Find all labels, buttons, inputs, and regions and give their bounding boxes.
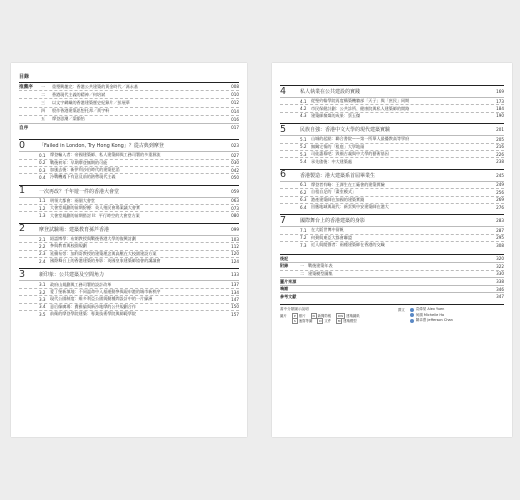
section-number: 4.1 <box>300 98 307 104</box>
legend-code-box: DW <box>337 313 344 318</box>
front-matter-item[interactable] <box>19 90 239 98</box>
chapter-number: 4 <box>280 85 287 97</box>
chapter-number: 3 <box>19 268 26 280</box>
section-title: 自租自足的「畫室模式」 <box>311 189 357 195</box>
section-title: 國際舞台上的香港建築的身影：英國皇家建築師協會的講議會 <box>50 258 161 264</box>
section-title: 延續布勞：加利哥教授的建築理念與高壓在大校園建設方案 <box>50 250 157 256</box>
page-number: 124 <box>231 258 239 264</box>
page-number: 157 <box>231 311 239 317</box>
section-item[interactable] <box>19 235 239 242</box>
page-number: 137 <box>231 282 239 288</box>
page-number: 184 <box>496 106 504 112</box>
section-title: 冷戰機遇下有意及前的熱帶現代主義 <box>50 174 116 180</box>
chapter-title: 香港製造：港大建築系首屆畢業生 <box>300 172 376 179</box>
front-matter-label: 推薦序 <box>19 84 33 90</box>
page-number: 016 <box>231 116 239 122</box>
section-number: 4.3 <box>300 113 307 119</box>
front-matter-title: 殷作香港建築思想托邦／黃宇軒 <box>52 108 110 114</box>
page-number: 322 <box>496 263 504 269</box>
legend-person-2: 陳卓熹 Jefferson Chan <box>415 318 453 323</box>
legend-code-text: 新聞剪報 <box>317 313 332 318</box>
page-number: 010 <box>231 92 239 98</box>
section-title: 戰後初年：早期摩登無期的可能 <box>50 159 108 165</box>
chapter-title: 「Failed in London, Try Hong Kong」？從古典到摩登 <box>39 143 164 150</box>
page-number: 099 <box>231 226 239 232</box>
page-number: 256 <box>496 189 504 195</box>
chapter-block <box>280 85 504 119</box>
section-title: 政府山規劃與工務司署的設計改革 <box>50 281 112 287</box>
section-item[interactable] <box>280 181 504 188</box>
section-item[interactable] <box>19 197 239 204</box>
toc-left-page <box>11 63 247 437</box>
section-item[interactable] <box>19 204 239 211</box>
page-number: 287 <box>496 227 504 233</box>
page-number: 059 <box>231 188 239 194</box>
page-number: 134 <box>231 289 239 295</box>
back-matter-item[interactable] <box>280 277 504 285</box>
page-number: 023 <box>231 143 239 149</box>
front-matter-item[interactable] <box>19 115 239 123</box>
section-item[interactable] <box>19 151 239 158</box>
left-chapter-list <box>19 139 239 317</box>
chapter-title: 一次再改？千年遊一件的香港大會堂 <box>39 188 120 195</box>
section-item[interactable] <box>19 242 239 249</box>
chapter-title: 民族自強：香港中文大學的現代建築實驗 <box>300 127 391 134</box>
section-number: 5.3 <box>300 151 307 157</box>
section-title: 前衛的摩登學院建築：專業技術學院與師範學院 <box>50 311 136 317</box>
legend-code-text: 速寫等圖 <box>298 319 313 324</box>
section-item[interactable] <box>19 166 239 173</box>
front-matter-mark: 五 <box>41 116 46 122</box>
section-title: 建築師黎煒的成果：蔡玉傑 <box>311 112 361 118</box>
front-matter-list <box>19 82 239 131</box>
front-matter-item[interactable] <box>19 98 239 106</box>
page-number: 112 <box>231 243 239 249</box>
legend-box <box>280 304 504 324</box>
back-matter-item[interactable] <box>280 292 504 300</box>
section-number: 5.4 <box>300 159 307 165</box>
section-item[interactable] <box>280 188 504 195</box>
section-number: 1.2 <box>39 205 46 211</box>
front-matter-mark: 三 <box>41 99 46 105</box>
back-matter-mark: 二 <box>300 270 305 276</box>
page-number: 147 <box>231 296 239 302</box>
legend-people-label: 撰文 <box>398 308 405 313</box>
section-item[interactable] <box>280 196 504 203</box>
page-number: 073 <box>231 205 239 211</box>
section-number: 4.2 <box>300 106 307 112</box>
section-title: 現代公園制度：維多利亞公園與動種問設計中的一片綠洲 <box>50 296 153 302</box>
section-item[interactable] <box>280 226 504 233</box>
legend-code-text: 照片 <box>298 313 306 318</box>
page-number: 030 <box>231 160 239 166</box>
back-matter-item[interactable] <box>280 270 504 278</box>
chapter-heading[interactable] <box>19 139 239 151</box>
toc-right-page <box>272 63 512 437</box>
section-title: 從聖約翰學院再度構築機牆部「天子」與「庶民」同期 <box>311 98 410 104</box>
chapter-block <box>19 185 239 219</box>
section-item[interactable] <box>280 143 504 150</box>
page-number: 330 <box>496 271 504 277</box>
section-item[interactable] <box>280 150 504 157</box>
front-matter-item[interactable] <box>19 107 239 115</box>
section-item[interactable] <box>280 157 504 164</box>
legend-code-box: S <box>292 318 298 324</box>
page-number: 012 <box>231 100 239 106</box>
section-item[interactable] <box>19 288 239 295</box>
section-title: 摩登輸入者：帝國建築師、私人建築師與工務司署的多重源流 <box>50 152 161 158</box>
section-item[interactable] <box>280 104 504 111</box>
chapter-block <box>19 223 239 265</box>
section-item[interactable] <box>19 257 239 264</box>
legend-people-row <box>398 318 504 324</box>
front-matter-title: 摩登思潮／梁韻怡 <box>52 116 85 122</box>
front-matter-title: 重塑興趣完：香港公共建築的黃金時代／馮永基 <box>52 83 138 89</box>
section-title: 參與教育與校園規劃 <box>50 243 87 249</box>
page-number: 050 <box>231 174 239 180</box>
page-number: 320 <box>496 256 504 262</box>
section-number: 7.3 <box>300 242 307 248</box>
person-avatar-icon <box>410 313 414 317</box>
legend-code-text: 文件 <box>324 319 332 324</box>
page-number: 017 <box>231 125 239 131</box>
page-number: 173 <box>496 98 504 104</box>
section-item[interactable] <box>19 173 239 180</box>
section-number: 7.1 <box>300 227 307 233</box>
page-number: 008 <box>231 84 239 90</box>
front-matter-item[interactable] <box>19 83 239 90</box>
chapter-block <box>280 214 504 248</box>
chapter-heading[interactable] <box>19 223 239 235</box>
front-matter-title: 以文字網織的香港建築歷史紀錄片／彭展華 <box>52 99 130 105</box>
section-title: 大會堂規劃的前期紛擾：英人殖民會場案議大會實 <box>50 205 141 211</box>
front-matter-mark: 二 <box>41 91 46 97</box>
chapter-title: 國際舞台上的香港建築的身影 <box>300 218 366 225</box>
section-number: 0.2 <box>39 160 46 166</box>
section-number: 6.4 <box>300 204 307 210</box>
section-number: 3.3 <box>39 296 46 302</box>
section-number: 1.3 <box>39 213 46 219</box>
legend-code-box: D <box>319 319 322 324</box>
section-item[interactable] <box>19 250 239 257</box>
page-number: 169 <box>496 89 504 94</box>
legend-codes <box>280 307 398 324</box>
chapter-heading[interactable] <box>280 169 504 181</box>
toc-heading: 目錄 <box>19 74 30 80</box>
chapter-heading[interactable] <box>280 123 504 135</box>
legend-code-box: P <box>292 313 298 319</box>
legend-code-box: N <box>312 313 315 318</box>
chapter-title: 新印象：公共建築及空間角力 <box>39 272 105 279</box>
chapter-block <box>19 268 239 317</box>
legend-person-1: 何韻 Michelle Ho <box>415 312 445 317</box>
section-number: 0.1 <box>39 152 46 158</box>
page-number: 027 <box>231 152 239 158</box>
page-number: 103 <box>231 236 239 242</box>
chapter-title: 摩登試驗場：建築教育孫芦香港 <box>39 226 110 233</box>
section-number: 2.3 <box>39 251 46 257</box>
section-number: 6.1 <box>300 182 307 188</box>
page-number: 245 <box>496 172 504 178</box>
page-number: 249 <box>496 182 504 188</box>
section-title: 市民保健計劃：公共診所、健康院與私人建築師的開路 <box>311 105 410 111</box>
chapter-heading[interactable] <box>19 268 239 280</box>
back-matter-item[interactable] <box>280 262 504 270</box>
chapter-block <box>280 169 504 211</box>
back-matter-title: 建築模型圖集 <box>308 270 333 276</box>
page-number: 120 <box>231 251 239 257</box>
page-number: 308 <box>496 242 504 248</box>
section-title: 何弼與東亞大都會聯盟 <box>311 234 352 240</box>
page-number: 276 <box>496 204 504 210</box>
section-title: 明領大都會：兩個大會堂 <box>50 197 96 203</box>
chapter-block <box>19 139 239 181</box>
section-item[interactable] <box>280 112 504 119</box>
section-title: 意后像廣場：費雅倫與新沙地摩的公共規劃合作 <box>50 303 136 309</box>
back-matter-label: 參考文獻 <box>280 293 297 299</box>
page-number: 238 <box>496 159 504 165</box>
legend-code-text: 建築圖紙 <box>346 313 360 318</box>
page-number: 347 <box>496 294 504 300</box>
section-number: 3.5 <box>39 311 46 317</box>
section-title: 無關宅情的「租庭」大學地頭 <box>311 143 365 149</box>
section-item[interactable] <box>19 211 239 218</box>
page-number: 150 <box>231 304 239 310</box>
section-number: 3.1 <box>39 282 46 288</box>
section-title: 加風去後：新伊利沙伯時代的建築犯滔 <box>50 167 120 173</box>
section-number: 5.2 <box>300 144 307 150</box>
section-title: 大會堂規劃的前期搭討 II：平行時空的大會堂方案 <box>50 212 140 218</box>
section-number: 0.3 <box>39 167 46 173</box>
back-matter-list <box>280 254 504 300</box>
section-title: 近人與閱聲者：兩種建築師在香港的交織 <box>311 242 385 248</box>
back-matter-label: 鳴謝 <box>280 286 289 292</box>
section-item[interactable] <box>280 135 504 142</box>
page-number: 080 <box>231 213 239 219</box>
chapter-heading[interactable] <box>280 214 504 226</box>
legend-people <box>398 307 504 324</box>
section-number: 1.1 <box>39 198 46 204</box>
section-title: 摩登者有略：王澤生在工廠會的建築實驗 <box>311 181 385 187</box>
section-number: 5.1 <box>300 136 307 142</box>
section-title: 山城的起點：聯合書院——第一所華人最優教高等學府 <box>311 136 410 142</box>
person-avatar-icon <box>410 308 414 312</box>
chapter-number: 1 <box>19 185 26 197</box>
section-number: 2.1 <box>39 236 46 242</box>
section-item[interactable] <box>280 234 504 241</box>
section-number: 2.2 <box>39 243 46 249</box>
section-title: 回應地域與現代：新雲獎中安建築師在港大 <box>311 204 389 210</box>
page-number: 133 <box>231 272 239 278</box>
section-item[interactable] <box>19 310 239 317</box>
chapter-heading[interactable] <box>280 85 504 97</box>
section-title: 愛丁堡新填地：不同溫命中入基運動參與現申港的城市新秩序 <box>50 289 161 294</box>
section-item[interactable] <box>19 295 239 302</box>
section-title: 承先啟後：中大建築處 <box>311 158 352 164</box>
person-avatar-icon <box>410 319 414 323</box>
back-matter-item[interactable] <box>280 255 504 262</box>
back-matter-title: 戰後建築年表 <box>308 263 333 269</box>
front-matter-mark: 四 <box>41 108 46 114</box>
back-matter-label: 圖片來源 <box>280 278 297 284</box>
legend-label-images: 圖片 <box>280 314 287 319</box>
page-number: 338 <box>496 279 504 285</box>
section-number: 3.2 <box>39 289 46 295</box>
chapter-number: 7 <box>280 214 287 226</box>
section-number: 0.4 <box>39 174 46 180</box>
front-matter-label: 自序 <box>19 125 29 131</box>
section-number: 6.2 <box>300 189 307 195</box>
front-matter-mark: 一 <box>41 83 46 89</box>
front-matter-title: 香港現代主義的精神／何培斌 <box>52 91 106 97</box>
section-number: 6.3 <box>300 197 307 203</box>
section-item[interactable] <box>280 203 504 210</box>
chapter-heading[interactable] <box>19 185 239 197</box>
back-matter-label: 附錄 <box>280 263 289 269</box>
page-number: 205 <box>496 136 504 142</box>
legend-code-box: M <box>337 319 341 324</box>
page-number: 226 <box>496 151 504 157</box>
legend-code-text: 建築模型 <box>343 319 357 324</box>
section-title: 司徒惠幕吧：毀顏古義與中大學的藝術基因 <box>311 151 389 157</box>
back-matter-label: 後記 <box>280 255 289 261</box>
section-number: 3.4 <box>39 304 46 310</box>
chapter-title: 私人執業在公共建設的實踐 <box>300 89 361 95</box>
chapter-number: 0 <box>19 139 26 151</box>
page-number: 201 <box>496 127 504 133</box>
page-number: 269 <box>496 197 504 203</box>
section-item[interactable] <box>19 303 239 310</box>
section-number: 7.2 <box>300 235 307 241</box>
section-item[interactable] <box>280 241 504 248</box>
section-item[interactable] <box>19 280 239 287</box>
front-matter-item[interactable] <box>19 123 239 131</box>
section-title: 紹認博學：布朗教授與戰後香港大學的復興討劃 <box>50 236 136 242</box>
section-item[interactable] <box>19 159 239 166</box>
legend-row-2 <box>280 319 398 325</box>
back-matter-item[interactable] <box>280 285 504 293</box>
section-item[interactable] <box>280 97 504 104</box>
page-number: 283 <box>496 218 504 224</box>
page-number: 295 <box>496 235 504 241</box>
chapter-number: 6 <box>280 169 287 181</box>
page-number: 346 <box>496 286 504 292</box>
chapter-number: 5 <box>280 123 287 135</box>
section-title: 在大阪世博中留帆 <box>311 227 344 233</box>
right-chapter-list <box>280 85 504 248</box>
page-number: 014 <box>231 108 239 114</box>
section-number: 2.4 <box>39 258 46 264</box>
section-title: 港產建築師在加國的建築實踐 <box>311 196 365 202</box>
page-number: 063 <box>231 198 239 204</box>
page-number: 216 <box>496 144 504 150</box>
page-number: 190 <box>496 113 504 119</box>
chapter-number: 2 <box>19 223 26 235</box>
back-matter-mark: 一 <box>300 263 305 269</box>
chapter-block <box>280 123 504 165</box>
page-number: 042 <box>231 167 239 173</box>
legend-person-0: 袁偉榮 Alex Yuen <box>415 307 445 312</box>
legend-title: 書中分類圖示說明 <box>280 307 309 312</box>
